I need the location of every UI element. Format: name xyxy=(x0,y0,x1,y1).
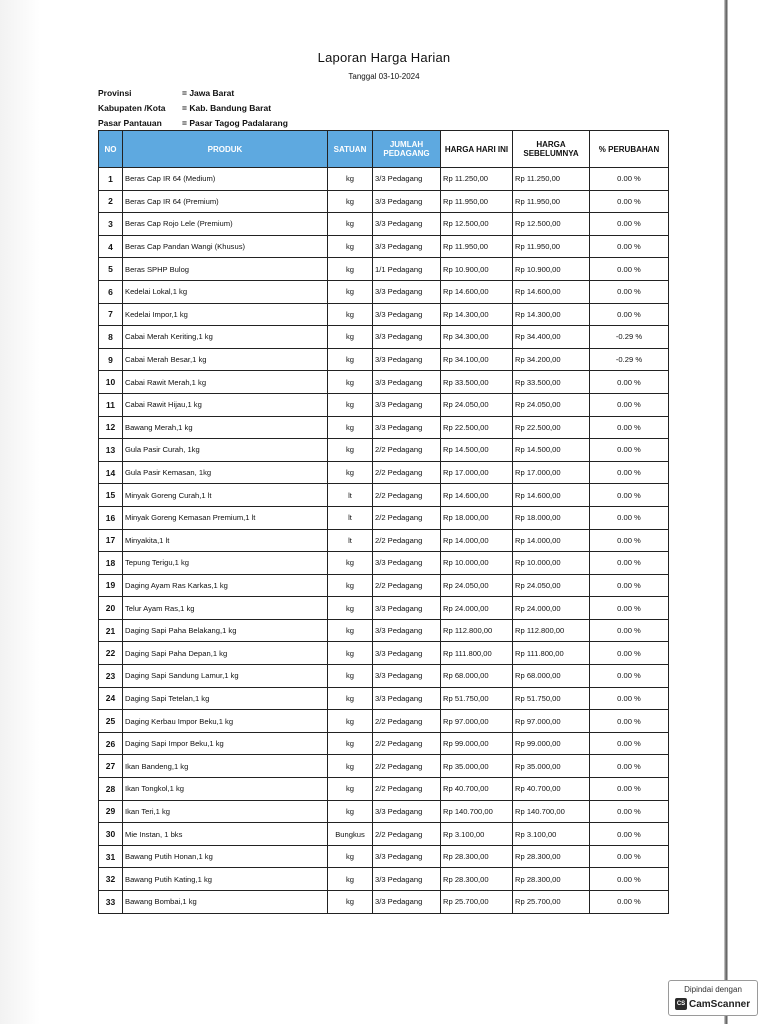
cell-price-today: Rp 10.900,00 xyxy=(441,258,513,281)
cell-product: Ikan Tongkol,1 kg xyxy=(123,778,328,801)
cell-price-previous: Rp 111.800,00 xyxy=(513,642,590,665)
cell-price-today: Rp 11.950,00 xyxy=(441,235,513,258)
cell-no: 28 xyxy=(99,778,123,801)
cell-price-today: Rp 11.250,00 xyxy=(441,168,513,191)
cell-price-today: Rp 14.500,00 xyxy=(441,439,513,462)
cell-price-today: Rp 51.750,00 xyxy=(441,687,513,710)
cell-price-today: Rp 14.300,00 xyxy=(441,303,513,326)
cell-price-previous: Rp 24.050,00 xyxy=(513,393,590,416)
cell-product: Cabai Merah Besar,1 kg xyxy=(123,348,328,371)
table-row xyxy=(99,665,669,688)
table-row xyxy=(99,393,669,416)
cell-unit: kg xyxy=(328,393,373,416)
cell-traders: 3/3 Pedagang xyxy=(373,619,441,642)
table-row xyxy=(99,868,669,891)
scan-shadow xyxy=(0,0,40,1024)
cell-unit: kg xyxy=(328,755,373,778)
cell-product: Kedelai Impor,1 kg xyxy=(123,303,328,326)
cell-change: 0.00 % xyxy=(590,416,669,439)
header-price-previous: HARGA SEBELUMNYA xyxy=(513,131,590,168)
table-body xyxy=(99,168,669,914)
meta-value: = Kab. Bandung Barat xyxy=(182,103,272,113)
cell-price-today: Rp 99.000,00 xyxy=(441,732,513,755)
table-row xyxy=(99,416,669,439)
cell-traders: 1/1 Pedagang xyxy=(373,258,441,281)
cell-unit: kg xyxy=(328,552,373,575)
cell-no: 27 xyxy=(99,755,123,778)
cell-change: 0.00 % xyxy=(590,461,669,484)
cell-price-previous: Rp 99.000,00 xyxy=(513,732,590,755)
cell-product: Gula Pasir Kemasan, 1kg xyxy=(123,461,328,484)
cell-price-today: Rp 18.000,00 xyxy=(441,506,513,529)
cell-unit: lt xyxy=(328,506,373,529)
cell-price-today: Rp 140.700,00 xyxy=(441,800,513,823)
cell-change: 0.00 % xyxy=(590,891,669,914)
meta-key: Kabupaten /Kota xyxy=(98,103,166,113)
cell-product: Ikan Teri,1 kg xyxy=(123,800,328,823)
cell-no: 32 xyxy=(99,868,123,891)
cell-price-previous: Rp 22.500,00 xyxy=(513,416,590,439)
cell-change: -0.29 % xyxy=(590,348,669,371)
cell-price-previous: Rp 14.500,00 xyxy=(513,439,590,462)
cell-traders: 2/2 Pedagang xyxy=(373,732,441,755)
cell-unit: kg xyxy=(328,619,373,642)
cell-unit: kg xyxy=(328,213,373,236)
cell-change: 0.00 % xyxy=(590,280,669,303)
meta-row-market xyxy=(98,116,288,131)
cell-product: Bawang Putih Kating,1 kg xyxy=(123,868,328,891)
cell-change: 0.00 % xyxy=(590,235,669,258)
cell-unit: kg xyxy=(328,800,373,823)
cell-price-today: Rp 97.000,00 xyxy=(441,710,513,733)
report-title: Laporan Harga Harian xyxy=(317,50,451,65)
cell-no: 25 xyxy=(99,710,123,733)
report-meta xyxy=(98,86,288,131)
cell-traders: 3/3 Pedagang xyxy=(373,687,441,710)
cell-no: 3 xyxy=(99,213,123,236)
cell-traders: 3/3 Pedagang xyxy=(373,845,441,868)
cell-product: Daging Ayam Ras Karkas,1 kg xyxy=(123,574,328,597)
header-unit: SATUAN xyxy=(328,131,373,168)
table-row xyxy=(99,710,669,733)
cell-price-previous: Rp 34.200,00 xyxy=(513,348,590,371)
meta-row-province xyxy=(98,86,288,101)
table-row xyxy=(99,439,669,462)
cell-no: 30 xyxy=(99,823,123,846)
cell-traders: 2/2 Pedagang xyxy=(373,484,441,507)
cell-traders: 2/2 Pedagang xyxy=(373,778,441,801)
price-table xyxy=(98,130,669,914)
cell-change: 0.00 % xyxy=(590,190,669,213)
cell-unit: kg xyxy=(328,845,373,868)
cell-price-today: Rp 22.500,00 xyxy=(441,416,513,439)
cell-unit: kg xyxy=(328,190,373,213)
cell-price-previous: Rp 25.700,00 xyxy=(513,891,590,914)
cell-traders: 3/3 Pedagang xyxy=(373,393,441,416)
cell-price-today: Rp 111.800,00 xyxy=(441,642,513,665)
cell-change: 0.00 % xyxy=(590,710,669,733)
cell-traders: 2/2 Pedagang xyxy=(373,710,441,733)
cell-price-today: Rp 3.100,00 xyxy=(441,823,513,846)
cell-product: Daging Sapi Tetelan,1 kg xyxy=(123,687,328,710)
table-row xyxy=(99,845,669,868)
header-product: PRODUK xyxy=(123,131,328,168)
cell-product: Daging Sapi Impor Beku,1 kg xyxy=(123,732,328,755)
cell-change: 0.00 % xyxy=(590,484,669,507)
cell-product: Daging Sapi Paha Depan,1 kg xyxy=(123,642,328,665)
cell-unit: kg xyxy=(328,891,373,914)
cell-unit: kg xyxy=(328,439,373,462)
cell-change: 0.00 % xyxy=(590,642,669,665)
cell-traders: 2/2 Pedagang xyxy=(373,574,441,597)
cell-product: Cabai Merah Keriting,1 kg xyxy=(123,326,328,349)
cell-product: Ikan Bandeng,1 kg xyxy=(123,755,328,778)
cell-price-today: Rp 35.000,00 xyxy=(441,755,513,778)
cell-price-previous: Rp 11.950,00 xyxy=(513,235,590,258)
cell-unit: kg xyxy=(328,303,373,326)
table-row xyxy=(99,823,669,846)
cell-no: 21 xyxy=(99,619,123,642)
cell-unit: kg xyxy=(328,258,373,281)
table-row xyxy=(99,213,669,236)
table-row xyxy=(99,506,669,529)
cell-change: 0.00 % xyxy=(590,619,669,642)
table-row xyxy=(99,303,669,326)
meta-value: = Pasar Tagog Padalarang xyxy=(182,118,288,128)
cell-change: 0.00 % xyxy=(590,868,669,891)
cell-no: 10 xyxy=(99,371,123,394)
cell-change: 0.00 % xyxy=(590,552,669,575)
cell-traders: 3/3 Pedagang xyxy=(373,326,441,349)
cell-unit: kg xyxy=(328,280,373,303)
cell-price-previous: Rp 35.000,00 xyxy=(513,755,590,778)
cell-unit: kg xyxy=(328,642,373,665)
cell-product: Minyak Goreng Kemasan Premium,1 lt xyxy=(123,506,328,529)
cell-price-today: Rp 12.500,00 xyxy=(441,213,513,236)
cell-traders: 2/2 Pedagang xyxy=(373,506,441,529)
cell-price-today: Rp 34.300,00 xyxy=(441,326,513,349)
cell-no: 6 xyxy=(99,280,123,303)
cell-unit: kg xyxy=(328,168,373,191)
table-row xyxy=(99,529,669,552)
cell-price-today: Rp 14.600,00 xyxy=(441,484,513,507)
meta-key: Pasar Pantauan xyxy=(98,118,162,128)
cell-price-today: Rp 24.050,00 xyxy=(441,574,513,597)
cell-product: Minyak Goreng Curah,1 lt xyxy=(123,484,328,507)
cell-price-previous: Rp 34.400,00 xyxy=(513,326,590,349)
cell-traders: 3/3 Pedagang xyxy=(373,552,441,575)
cell-traders: 3/3 Pedagang xyxy=(373,868,441,891)
cell-change: 0.00 % xyxy=(590,574,669,597)
table-header-row xyxy=(99,131,669,168)
cell-no: 19 xyxy=(99,574,123,597)
cell-traders: 3/3 Pedagang xyxy=(373,642,441,665)
cell-traders: 3/3 Pedagang xyxy=(373,235,441,258)
cell-change: -0.29 % xyxy=(590,326,669,349)
table-row xyxy=(99,348,669,371)
stamp-caption: Dipindai dengan xyxy=(684,985,742,994)
cell-no: 8 xyxy=(99,326,123,349)
cell-price-today: Rp 14.000,00 xyxy=(441,529,513,552)
cell-unit: kg xyxy=(328,326,373,349)
cell-unit: lt xyxy=(328,484,373,507)
cell-no: 13 xyxy=(99,439,123,462)
cell-product: Cabai Rawit Merah,1 kg xyxy=(123,371,328,394)
cell-change: 0.00 % xyxy=(590,393,669,416)
cell-no: 18 xyxy=(99,552,123,575)
cell-price-previous: Rp 97.000,00 xyxy=(513,710,590,733)
cell-price-today: Rp 40.700,00 xyxy=(441,778,513,801)
stamp-brand-name: CamScanner xyxy=(689,998,751,1010)
cell-price-previous: Rp 14.600,00 xyxy=(513,484,590,507)
cell-no: 11 xyxy=(99,393,123,416)
cell-price-previous: Rp 14.300,00 xyxy=(513,303,590,326)
cell-unit: kg xyxy=(328,461,373,484)
table-row xyxy=(99,326,669,349)
table-row xyxy=(99,800,669,823)
cell-price-previous: Rp 68.000,00 xyxy=(513,665,590,688)
cell-no: 23 xyxy=(99,665,123,688)
cell-product: Telur Ayam Ras,1 kg xyxy=(123,597,328,620)
cell-unit: kg xyxy=(328,868,373,891)
cell-price-today: Rp 11.950,00 xyxy=(441,190,513,213)
cell-product: Daging Sapi Sandung Lamur,1 kg xyxy=(123,665,328,688)
cell-change: 0.00 % xyxy=(590,755,669,778)
cell-change: 0.00 % xyxy=(590,439,669,462)
cell-unit: kg xyxy=(328,348,373,371)
cell-no: 16 xyxy=(99,506,123,529)
table-row xyxy=(99,461,669,484)
cell-price-today: Rp 24.000,00 xyxy=(441,597,513,620)
cell-price-previous: Rp 51.750,00 xyxy=(513,687,590,710)
cell-traders: 3/3 Pedagang xyxy=(373,665,441,688)
cell-change: 0.00 % xyxy=(590,665,669,688)
cell-product: Bawang Putih Honan,1 kg xyxy=(123,845,328,868)
cell-price-today: Rp 25.700,00 xyxy=(441,891,513,914)
cell-change: 0.00 % xyxy=(590,823,669,846)
cell-price-previous: Rp 10.000,00 xyxy=(513,552,590,575)
cell-price-today: Rp 28.300,00 xyxy=(441,845,513,868)
cell-price-previous: Rp 10.900,00 xyxy=(513,258,590,281)
cell-price-today: Rp 33.500,00 xyxy=(441,371,513,394)
report-date: Tanggal 03-10-2024 xyxy=(348,72,420,81)
cell-product: Beras Cap Rojo Lele (Premium) xyxy=(123,213,328,236)
cell-product: Beras Cap Pandan Wangi (Khusus) xyxy=(123,235,328,258)
cell-no: 5 xyxy=(99,258,123,281)
cell-change: 0.00 % xyxy=(590,303,669,326)
cell-price-previous: Rp 112.800,00 xyxy=(513,619,590,642)
cell-no: 26 xyxy=(99,732,123,755)
cell-traders: 3/3 Pedagang xyxy=(373,190,441,213)
cell-traders: 3/3 Pedagang xyxy=(373,303,441,326)
cell-product: Tepung Terigu,1 kg xyxy=(123,552,328,575)
cell-no: 31 xyxy=(99,845,123,868)
cell-price-previous: Rp 11.250,00 xyxy=(513,168,590,191)
table-row xyxy=(99,687,669,710)
cell-price-today: Rp 17.000,00 xyxy=(441,461,513,484)
cell-traders: 2/2 Pedagang xyxy=(373,823,441,846)
cell-product: Cabai Rawit Hijau,1 kg xyxy=(123,393,328,416)
cell-unit: kg xyxy=(328,710,373,733)
cell-price-previous: Rp 12.500,00 xyxy=(513,213,590,236)
cell-unit: kg xyxy=(328,597,373,620)
cell-change: 0.00 % xyxy=(590,800,669,823)
cell-change: 0.00 % xyxy=(590,258,669,281)
cell-product: Bawang Merah,1 kg xyxy=(123,416,328,439)
table-row xyxy=(99,235,669,258)
cell-traders: 2/2 Pedagang xyxy=(373,461,441,484)
cell-price-today: Rp 28.300,00 xyxy=(441,868,513,891)
cell-price-previous: Rp 14.600,00 xyxy=(513,280,590,303)
page-edge xyxy=(724,0,728,1024)
cell-product: Mie Instan, 1 bks xyxy=(123,823,328,846)
cell-unit: kg xyxy=(328,665,373,688)
cell-unit: kg xyxy=(328,732,373,755)
table-row xyxy=(99,552,669,575)
cell-traders: 3/3 Pedagang xyxy=(373,800,441,823)
cell-price-previous: Rp 17.000,00 xyxy=(513,461,590,484)
cell-change: 0.00 % xyxy=(590,845,669,868)
table-row xyxy=(99,778,669,801)
cell-product: Minyakita,1 lt xyxy=(123,529,328,552)
cell-price-previous: Rp 33.500,00 xyxy=(513,371,590,394)
table-row xyxy=(99,642,669,665)
cell-unit: kg xyxy=(328,778,373,801)
cell-no: 33 xyxy=(99,891,123,914)
cell-traders: 3/3 Pedagang xyxy=(373,168,441,191)
cell-price-previous: Rp 18.000,00 xyxy=(513,506,590,529)
cell-traders: 3/3 Pedagang xyxy=(373,597,441,620)
cell-price-previous: Rp 24.000,00 xyxy=(513,597,590,620)
camscanner-logo-icon: CS xyxy=(675,998,687,1010)
cell-price-previous: Rp 28.300,00 xyxy=(513,845,590,868)
cell-no: 22 xyxy=(99,642,123,665)
cell-product: Beras SPHP Bulog xyxy=(123,258,328,281)
header-traders: JUMLAH PEDAGANG xyxy=(373,131,441,168)
cell-no: 24 xyxy=(99,687,123,710)
cell-no: 14 xyxy=(99,461,123,484)
cell-unit: kg xyxy=(328,235,373,258)
meta-row-regency xyxy=(98,101,288,116)
cell-traders: 2/2 Pedagang xyxy=(373,529,441,552)
cell-change: 0.00 % xyxy=(590,778,669,801)
cell-change: 0.00 % xyxy=(590,506,669,529)
cell-change: 0.00 % xyxy=(590,529,669,552)
cell-no: 12 xyxy=(99,416,123,439)
table-row xyxy=(99,190,669,213)
meta-value: = Jawa Barat xyxy=(182,88,235,98)
cell-unit: kg xyxy=(328,371,373,394)
cell-change: 0.00 % xyxy=(590,371,669,394)
cell-price-previous: Rp 140.700,00 xyxy=(513,800,590,823)
cell-price-today: Rp 14.600,00 xyxy=(441,280,513,303)
cell-change: 0.00 % xyxy=(590,687,669,710)
table-row xyxy=(99,258,669,281)
cell-unit: kg xyxy=(328,574,373,597)
cell-traders: 3/3 Pedagang xyxy=(373,213,441,236)
cell-price-today: Rp 10.000,00 xyxy=(441,552,513,575)
cell-no: 15 xyxy=(99,484,123,507)
cell-traders: 3/3 Pedagang xyxy=(373,348,441,371)
cell-change: 0.00 % xyxy=(590,732,669,755)
cell-unit: kg xyxy=(328,416,373,439)
cell-traders: 2/2 Pedagang xyxy=(373,439,441,462)
cell-price-today: Rp 112.800,00 xyxy=(441,619,513,642)
cell-price-previous: Rp 14.000,00 xyxy=(513,529,590,552)
cell-traders: 2/2 Pedagang xyxy=(373,755,441,778)
cell-price-previous: Rp 24.050,00 xyxy=(513,574,590,597)
cell-change: 0.00 % xyxy=(590,597,669,620)
cell-traders: 3/3 Pedagang xyxy=(373,416,441,439)
cell-price-today: Rp 34.100,00 xyxy=(441,348,513,371)
header-change: % PERUBAHAN xyxy=(590,131,669,168)
table-row xyxy=(99,755,669,778)
cell-unit: kg xyxy=(328,687,373,710)
table-row xyxy=(99,597,669,620)
cell-traders: 3/3 Pedagang xyxy=(373,891,441,914)
table-row xyxy=(99,574,669,597)
cell-no: 2 xyxy=(99,190,123,213)
cell-product: Beras Cap IR 64 (Premium) xyxy=(123,190,328,213)
cell-price-today: Rp 24.050,00 xyxy=(441,393,513,416)
table-row xyxy=(99,280,669,303)
cell-no: 1 xyxy=(99,168,123,191)
cell-change: 0.00 % xyxy=(590,168,669,191)
header-price-today: HARGA HARI INI xyxy=(441,131,513,168)
cell-no: 9 xyxy=(99,348,123,371)
stamp-brand xyxy=(675,998,750,1010)
cell-change: 0.00 % xyxy=(590,213,669,236)
table-row xyxy=(99,371,669,394)
cell-product: Bawang Bombai,1 kg xyxy=(123,891,328,914)
table-row xyxy=(99,619,669,642)
table-row xyxy=(99,732,669,755)
cell-no: 29 xyxy=(99,800,123,823)
cell-product: Gula Pasir Curah, 1kg xyxy=(123,439,328,462)
cell-product: Daging Sapi Paha Belakang,1 kg xyxy=(123,619,328,642)
cell-no: 17 xyxy=(99,529,123,552)
cell-no: 7 xyxy=(99,303,123,326)
table-row xyxy=(99,484,669,507)
cell-unit: Bungkus xyxy=(328,823,373,846)
cell-traders: 3/3 Pedagang xyxy=(373,371,441,394)
header-no: NO xyxy=(99,131,123,168)
cell-price-previous: Rp 40.700,00 xyxy=(513,778,590,801)
cell-no: 20 xyxy=(99,597,123,620)
cell-unit: lt xyxy=(328,529,373,552)
cell-price-previous: Rp 28.300,00 xyxy=(513,868,590,891)
cell-no: 4 xyxy=(99,235,123,258)
cell-traders: 3/3 Pedagang xyxy=(373,280,441,303)
cell-product: Beras Cap IR 64 (Medium) xyxy=(123,168,328,191)
cell-product: Kedelai Lokal,1 kg xyxy=(123,280,328,303)
table-row xyxy=(99,891,669,914)
cell-price-previous: Rp 11.950,00 xyxy=(513,190,590,213)
camscanner-stamp xyxy=(668,980,758,1016)
cell-product: Daging Kerbau Impor Beku,1 kg xyxy=(123,710,328,733)
table-row xyxy=(99,168,669,191)
meta-key: Provinsi xyxy=(98,88,132,98)
cell-price-today: Rp 68.000,00 xyxy=(441,665,513,688)
cell-price-previous: Rp 3.100,00 xyxy=(513,823,590,846)
